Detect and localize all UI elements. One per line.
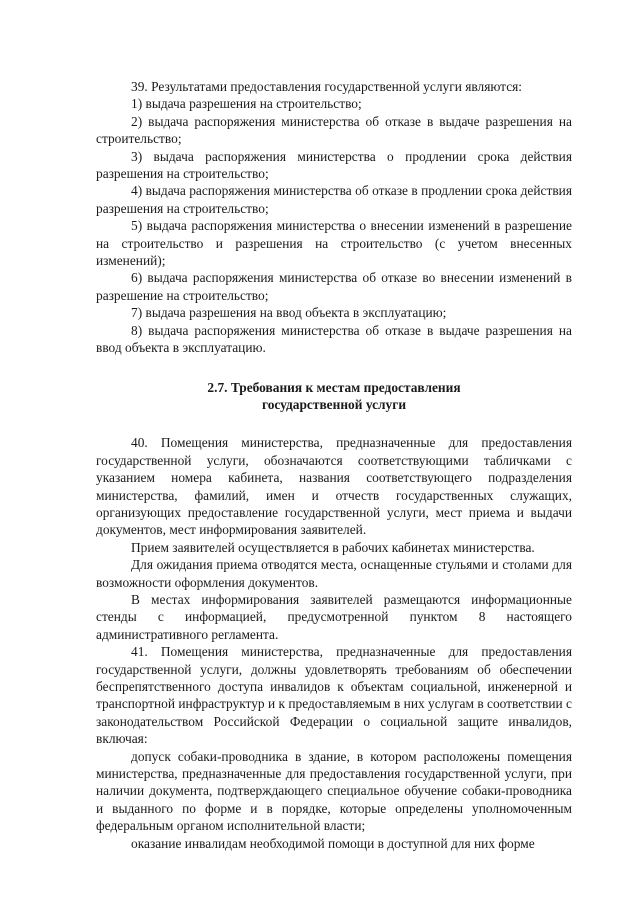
list-item-2: 2) выдача распоряжения министерства об отказе в выдаче разрешения на строительство; <box>96 113 572 147</box>
paragraph-guide-dog: допуск собаки-проводника в здание, в котором расположены помещения министерства, предназначенные для предоставления государственной услуги, при наличии документа, подтверждающего специальное обучение собаки-проводника и выданного по форме и в порядке, которые определены уполномоченным федеральным органом исполнительной власти; <box>96 748 572 834</box>
list-item-6: 6) выдача распоряжения министерства об отказе во внесении изменений в разрешение на строительство; <box>96 270 572 303</box>
list-item-7: 7) выдача разрешения на ввод объекта в эксплуатацию; <box>131 305 447 321</box>
paragraph-39: 39. Результатами предоставления государственной услуги являются: <box>131 79 523 94</box>
list-item-4: 4) выдача распоряжения министерства об отказе в продлении срока действия разрешения на строительство; <box>96 183 572 216</box>
section-heading-line-2: государственной услуги <box>261 396 407 412</box>
section-heading-line-1: 2.7. Требования к местам предоставления <box>207 379 461 395</box>
paragraph-41: 41. Помещения министерства, предназначенные для предоставления государственной услуги, должны удовлетворять требованиям об обеспечении беспрепятственного доступа инвалидов к объектам социальной, инженерной и транспортной инфраструктур и к предоставляемым в них услугам в соответствии с законодательством Российской Федерации о социальной защите инвалидов, включая: <box>96 644 572 747</box>
paragraph-assistance: оказание инвалидам необходимой помощи в доступной для них форме <box>131 835 535 851</box>
list-item-8: 8) выдача распоряжения министерства об отказе в выдаче разрешения на ввод объекта в эксплуатацию. <box>96 322 572 356</box>
list-item-5: 5) выдача распоряжения министерства о внесении изменений в разрешение на строительство и разрешения на строительство (с учетом внесенных изменений); <box>96 218 572 269</box>
list-item-3: 3) выдача распоряжения министерства о продлении срока действия разрешения на строительство; <box>96 148 572 182</box>
paragraph-waiting: Для ожидания приема отводятся места, оснащенные стульями и столами для возможности оформления документов. <box>96 557 572 590</box>
results-list <box>96 78 572 357</box>
paragraph-40: 40. Помещения министерства, предназначенные для предоставления государственной услуги, обозначаются соответствующими табличками с указанием номера кабинета, названия соответствующего подразделения министерства, фамилий, имен и отчеств государственных служащих, организующих предоставление государственной услуги, мест приема и выдачи документов, мест информирования заявителей. <box>96 435 572 538</box>
list-item-1: 1) выдача разрешения на строительство; <box>131 96 362 112</box>
paragraph-info-stands: В местах информирования заявителей размещаются информационные стенды с информацией, предусмотренной пунктом 8 настоящего административного регламента. <box>96 591 572 642</box>
section-heading <box>96 379 572 414</box>
paragraph-reception: Прием заявителей осуществляется в рабочих кабинетах министерства. <box>131 539 535 555</box>
section-body <box>96 434 572 852</box>
